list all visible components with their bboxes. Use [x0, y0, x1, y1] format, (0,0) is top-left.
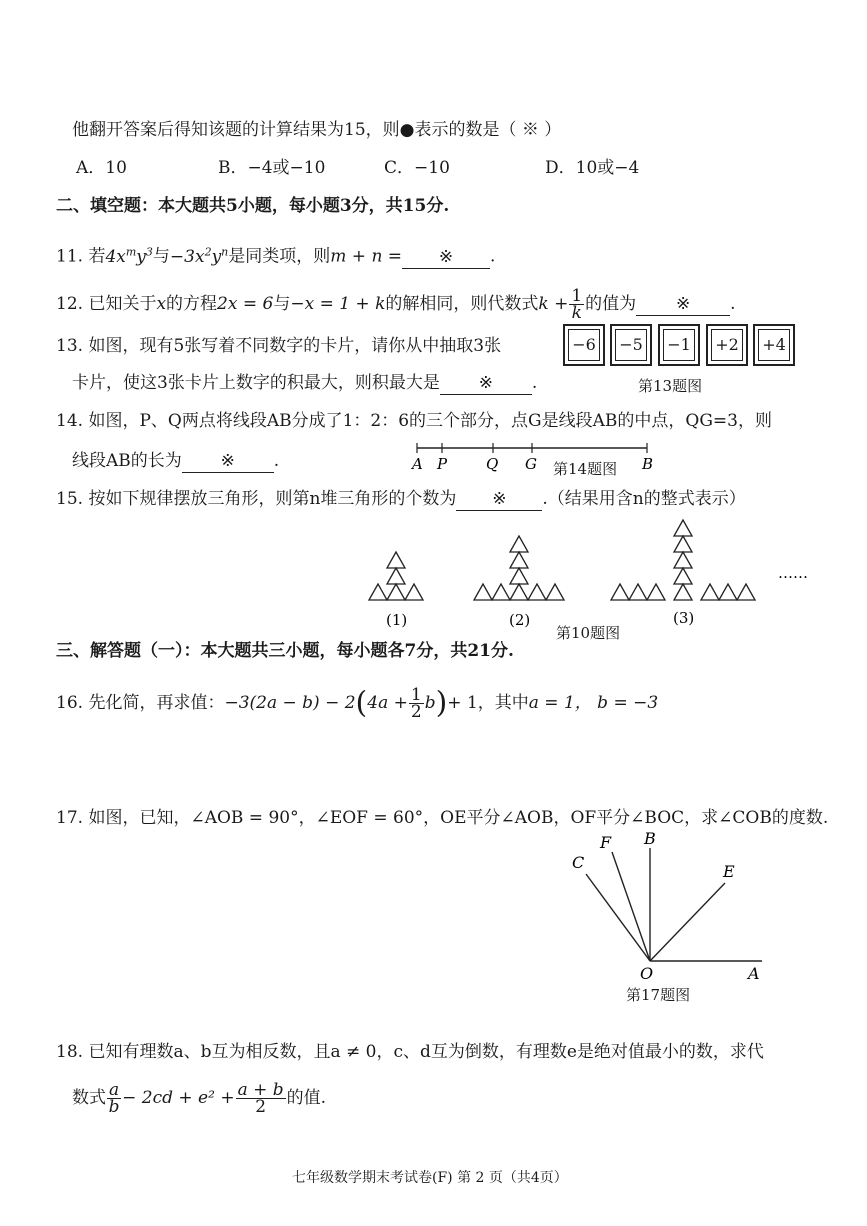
- q10-option-d: D．10或−4: [545, 158, 640, 178]
- q10-stem: 他翻开答案后得知该题的计算结果为15，则●表示的数是（ ※ ）: [72, 120, 562, 140]
- angle-figure: [560, 826, 780, 986]
- ellipsis: ……: [778, 564, 808, 582]
- pile-label: (1): [386, 611, 408, 629]
- q13-figure-caption: 第13题图: [638, 377, 703, 395]
- question-14-line2: 线段AB的长为 ※ .: [72, 451, 280, 471]
- point-label: Q: [486, 455, 499, 473]
- q10-option-b: B．−4或−10: [218, 158, 326, 178]
- q13-answer-blank[interactable]: ※: [440, 372, 532, 395]
- point-label: B: [644, 829, 656, 848]
- number-card: +2: [706, 324, 748, 366]
- question-18-line1: 18. 已知有理数a、b互为相反数，且a ≠ 0，c、d互为倒数，有理数e是绝对值最小的数，求代: [56, 1042, 764, 1062]
- question-13-line1: 13. 如图，现有5张写着不同数字的卡片，请你从中抽取3张: [56, 336, 502, 356]
- q17-figure-caption: 第17题图: [626, 986, 691, 1004]
- number-card: −5: [610, 324, 652, 366]
- q10-option-c: C．−10: [384, 158, 450, 178]
- point-label: P: [437, 455, 448, 473]
- q12-answer-blank[interactable]: ※: [636, 293, 730, 316]
- point-label: E: [723, 862, 735, 881]
- question-13-line2: 卡片，使这3张卡片上数字的积最大，则积最大是 ※ .: [72, 373, 538, 393]
- point-label: B: [642, 455, 654, 473]
- question-17: 17. 如图，已知，∠AOB = 90°，∠EOF = 60°，OE平分∠AOB，OF平分∠BOC，求∠COB的度数.: [56, 808, 829, 828]
- question-12: 12. 已知关于x的方程2x = 6与−x = 1 + k的解相同，则代数式k + $\frac{1}{k}$ 的值为 ※ .: [56, 286, 736, 323]
- section3-heading: 三、解答题（一）：本大题共三小题，每小题各7分，共21分.: [56, 641, 514, 661]
- point-label: F: [600, 833, 612, 852]
- q15-answer-blank[interactable]: ※: [456, 488, 542, 511]
- question-15: 15. 按如下规律摆放三角形，则第n堆三角形的个数为 ※ .（结果用含n的整式表示）: [56, 489, 746, 509]
- triangle-pile-3: [611, 520, 755, 600]
- ray-oe: [650, 883, 725, 961]
- question-18-line2: 数式 $\frac{a}{b}$ − 2cd + e² + $\frac{a + b}{2}$ 的值.: [72, 1080, 327, 1117]
- triangle-pile-2: [474, 536, 564, 600]
- q14-answer-blank[interactable]: ※: [182, 450, 274, 473]
- ray-oc: [586, 874, 650, 961]
- q11-answer-blank[interactable]: ※: [402, 246, 490, 269]
- point-label: O: [640, 964, 654, 983]
- point-label: A: [748, 964, 760, 983]
- page-footer: 七年级数学期末考试卷(F) 第 2 页（共4页）: [292, 1170, 568, 1186]
- pile-label: (3): [673, 609, 695, 627]
- question-14-line1: 14. 如图，P、Q两点将线段AB分成了1：2：6的三个部分，点G是线段AB的中点，QG=3，则: [56, 411, 772, 431]
- ray-of: [612, 852, 650, 961]
- q15-figure-caption: 第10题图: [556, 624, 621, 642]
- point-label: C: [572, 853, 585, 872]
- q10-option-a: A．10: [76, 158, 127, 178]
- number-card: −1: [658, 324, 700, 366]
- question-16: 16. 先化简，再求值：−3(2a − b) − 2(4a + $\frac{1}{2}$ b)+ 1，其中a = 1， b = −3: [56, 685, 659, 722]
- segment-ab-figure: [405, 438, 665, 478]
- point-label: G: [525, 455, 537, 473]
- section2-heading: 二、填空题：本大题共5小题，每小题3分，共15分.: [56, 196, 450, 216]
- number-card: −6: [563, 324, 605, 366]
- q14-figure-caption: 第14题图: [553, 460, 618, 478]
- pile-label: (2): [509, 611, 531, 629]
- point-label: A: [412, 455, 423, 473]
- number-card: +4: [753, 324, 795, 366]
- question-11: 11. 若$4x^my^3$与$-3x^2y^n$是同类项，则m + n = ※ .: [56, 245, 496, 267]
- triangle-pile-1: [369, 552, 423, 600]
